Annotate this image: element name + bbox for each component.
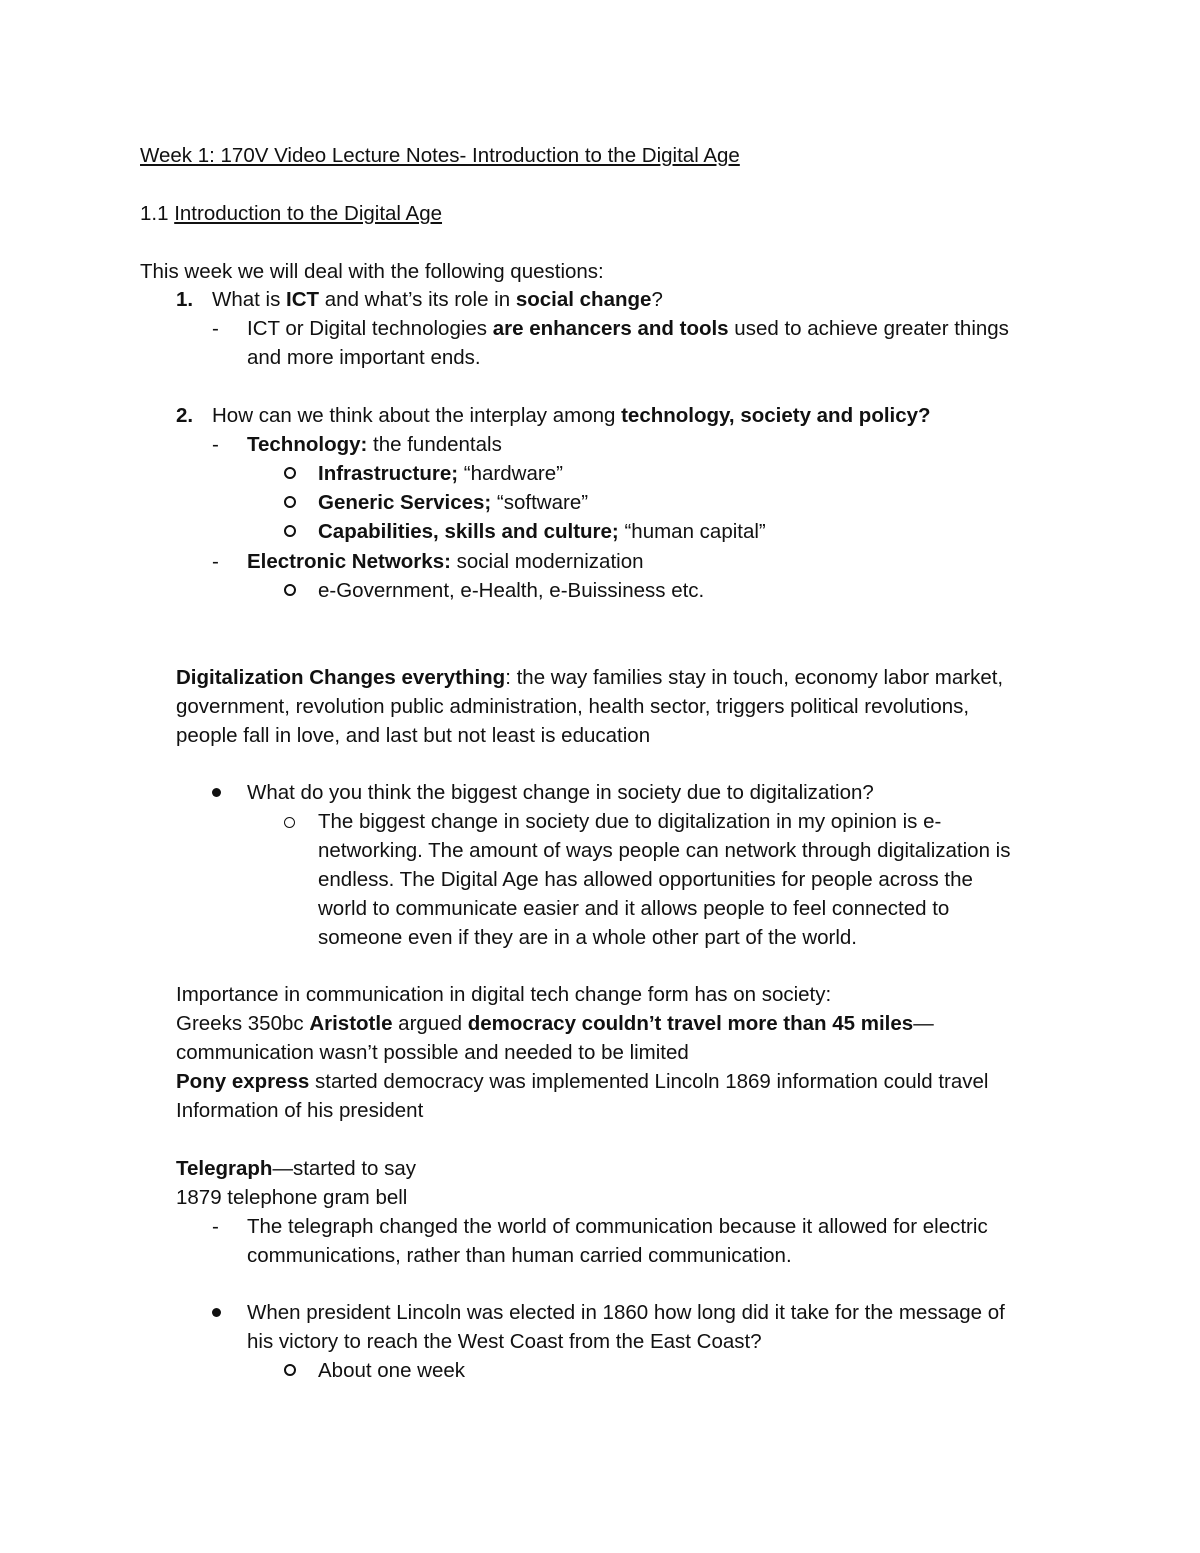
telegraph-note-2: communications, rather than human carried communication. [247,1244,792,1267]
ring-bullet-icon [284,496,296,508]
dash-bullet: - [212,317,219,340]
section-title: Introduction to the Digital Age [174,202,443,225]
importance-line-3: communication wasn’t possible and needed to be limited [176,1041,689,1064]
document-title: Week 1: 170V Video Lecture Notes- Introduction to the Digital Age [140,144,740,167]
digitalization-line-2: government, revolution public administration, health sector, triggers political revolutions, [176,695,970,718]
importance-line-2: Greeks 350bc Aristotle argued democracy couldn’t travel more than 45 miles— [176,1012,934,1035]
telephone-line: 1879 telephone gram bell [176,1186,408,1209]
ring-bullet-icon [284,467,296,479]
question-1-note-cont: and more important ends. [247,346,481,369]
networks-item: e-Government, e-Health, e-Buissiness etc. [318,579,705,602]
digitalization-line-3: people fall in love, and last but not least is education [176,724,651,747]
list-number-2: 2. [176,404,194,427]
section-heading [140,200,442,228]
importance-line-1: Importance in communication in digital tech change form has on society: [176,983,832,1006]
technology-item: Capabilities, skills and culture; “human capital” [318,520,766,543]
list-number-1: 1. [176,288,194,311]
question-2: How can we think about the interplay among technology, society and policy? [212,404,931,427]
networks-line: Electronic Networks: social modernization [247,550,644,573]
bullet-dot-icon [212,1308,221,1317]
answer-3-line: world to communicate easier and it allows people to feel connected to [318,897,950,920]
intro-text: This week we will deal with the following questions: [140,260,604,283]
importance-line-5: Information of his president [176,1099,424,1122]
section-number: 1.1 [140,202,169,225]
ring-bullet-icon [284,525,296,537]
ring-bullet-icon [284,817,295,828]
ring-bullet-icon [284,1364,296,1376]
digitalization-line-1: Digitalization Changes everything: the way families stay in touch, economy labor market, [176,666,1004,689]
telegraph-note-1: The telegraph changed the world of communication because it allowed for electric [247,1215,988,1238]
importance-line-4: Pony express started democracy was implemented Lincoln 1869 information could travel [176,1070,989,1093]
technology-line: Technology: the fundentals [247,433,502,456]
question-1: What is ICT and what’s its role in social change? [212,288,663,311]
lincoln-answer: About one week [318,1359,466,1382]
question-3: What do you think the biggest change in society due to digitalization? [247,781,874,804]
bullet-dot-icon [212,788,221,797]
lincoln-question-2: his victory to reach the West Coast from the East Coast? [247,1330,762,1353]
ring-bullet-icon [284,584,296,596]
technology-item: Generic Services; “software” [318,491,589,514]
answer-3-line: someone even if they are in a whole other part of the world. [318,926,858,949]
answer-3-line: endless. The Digital Age has allowed opportunities for people across the [318,868,973,891]
answer-3-line: networking. The amount of ways people can network through digitalization is [318,839,1011,862]
dash-bullet: - [212,433,219,456]
lincoln-question-1: When president Lincoln was elected in 1860 how long did it take for the message of [247,1301,1005,1324]
question-1-note: ICT or Digital technologies are enhancers and tools used to achieve greater things [247,317,1009,340]
dash-bullet: - [212,1215,219,1238]
technology-item: Infrastructure; “hardware” [318,462,563,485]
telegraph-line: Telegraph—started to say [176,1157,417,1180]
dash-bullet: - [212,550,219,573]
answer-3-line: The biggest change in society due to digitalization in my opinion is e- [318,810,942,833]
